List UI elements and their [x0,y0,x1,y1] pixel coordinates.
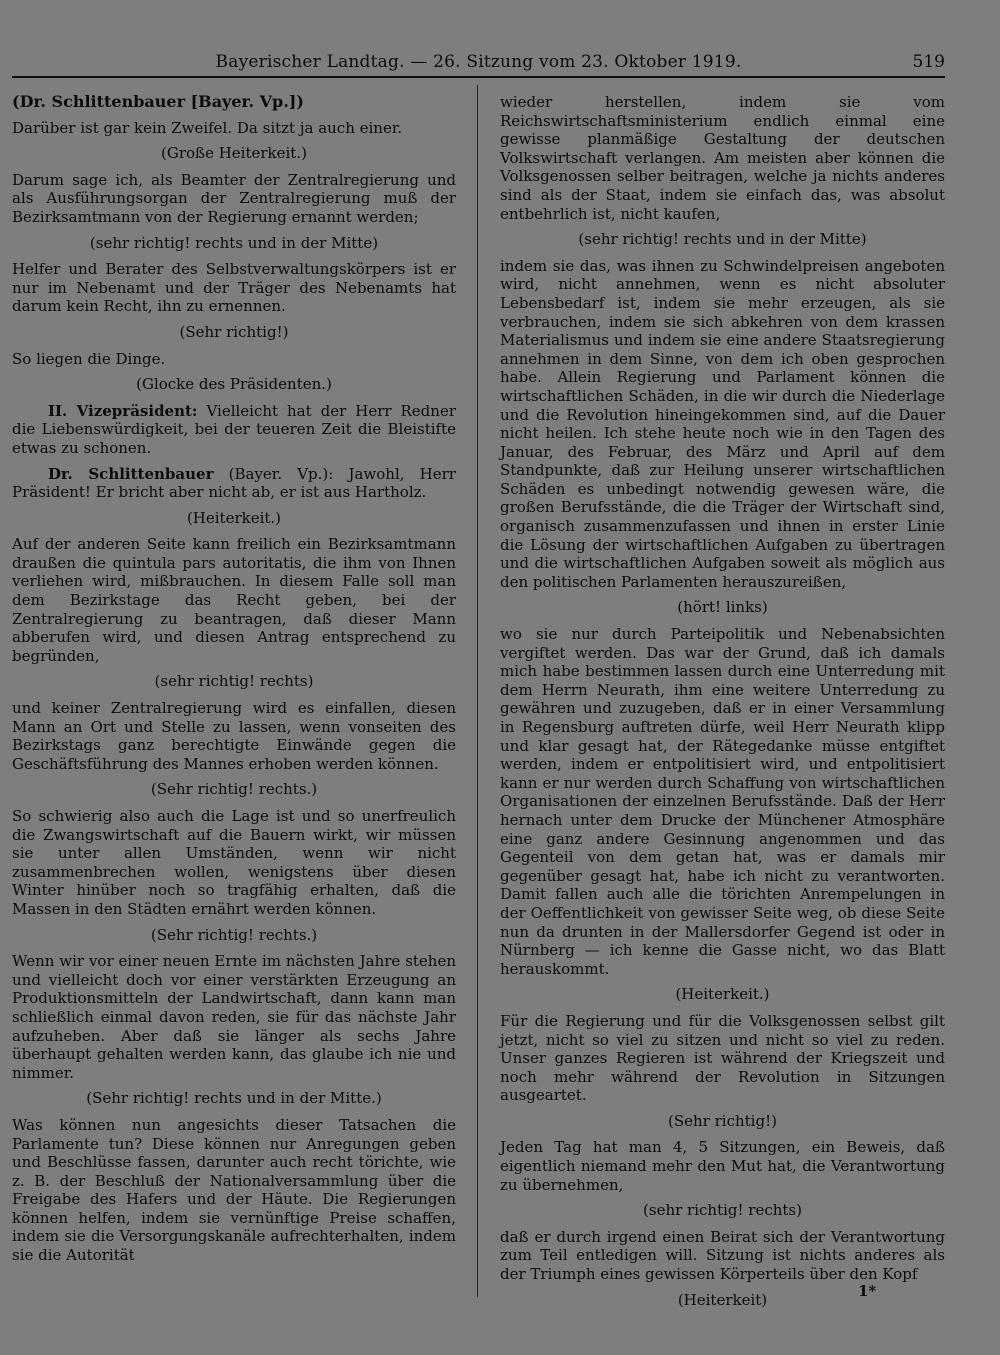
paragraph: So liegen die Dinge. [12,349,166,368]
paragraph: wieder herstellen, indem sie vom Reichswirtschaftsministerium endlich einmal eine gewisse planmäßige Gestaltung der deutschen Volkswirtschaft verlangen. Am meisten aber können die Volksgenossen selber beitragen, welche ja nichts anderes sind als der Staat, indem sie einfach das, was absolut entbehrlich ist, nicht kaufen, [500,93,945,223]
paragraph: indem sie das, was ihnen zu Schwindelpreisen angeboten wird, nicht annehmen, wenn es nicht absoluter Lebensbedarf ist, indem sie mehr erzeugen, als sie verbrauchen, indem sie sich abkehren von dem krassen Materialismus und indem sie eine andere Staatsregierung annehmen in dem Sinne, von dem ich oben gesprochen habe. Allein Regierung und Parlament können die wirtschaftlichen Schäden, in die wir durch die Niederlage und die Revolution hineingekommen sind, auf die Dauer nicht heilen. Ich stehe heute noch wie in den Tagen des Januar, des Februar, des März und April auf dem Standpunkte, daß zur Heilung unserer wirtschaftlichen Schäden es unbedingt notwendig gewesen wäre, die großen Berufsstände, die die Träger der Wirtschaft sind, organisch zusammenzufassen und ihnen in erster Linie die Lösung der wirtschaftlichen Aufgaben zu übertragen und die wirtschaftlichen Aufgaben soweit als möglich aus den politischen Parlamenten herauszureißen, [500,256,945,591]
interjection: (sehr richtig! rechts) [154,672,314,691]
paragraph: Wenn wir vor einer neuen Ernte im nächsten Jahre stehen und vielleicht doch vor einer verstärkten Erzeugung an Produktionsmitteln der Landwirtschaft, dann kann man schließlich einmal davon reden, sie für das nächste Jahr aufzuheben. Aber daß sie länger als sechs Jahre überhaupt gehalten werden kann, das glaube ich nie und nimmer. [12,952,456,1082]
page-number: 519 [912,52,945,72]
interjection: (Heiterkeit.) [186,508,282,527]
left-column [12,93,456,1272]
interjection: (Sehr richtig!) [668,1111,777,1130]
speaker-paragraph [12,465,456,502]
paragraph: Für die Regierung und für die Volksgenossen selbst gilt jetzt, nicht so viel zu sitzen und nicht so viel zu reden. Unser ganzes Regieren ist während der Kriegszeit und noch mehr während der Revolution in Sitzungen ausgeartet. [500,1011,945,1105]
interjection: (Glocke des Präsidenten.) [136,375,332,394]
running-title: Bayerischer Landtag. — 26. Sitzung vom 23. Oktober 1919. [215,52,742,72]
paragraph: Darum sage ich, als Beamter der Zentralregierung und als Ausführungsorgan der Zentralregierung muß der Bezirksamtmann von der Regierung ernannt werden; [12,170,456,226]
speaker-continuation: (Dr. Schlittenbauer [Bayer. Vp.]) [12,92,304,111]
paragraph: wo sie nur durch Parteipolitik und Nebenabsichten vergiftet werden. Das war der Grund, daß ich damals mich habe bestimmen lassen durch eine Unterredung mit dem Herrn Neurath, ihm eine weitere Unterredung zu gewähren und zuzugeben, daß er in einer Versammlung in Regensburg auftreten dürfe, weil Herr Neurath klipp und klar gesagt hat, der Rätegedanke müsse entgiftet werden, indem er entpolitisiert wird, und entpolitisiert kann er nur werden durch Schaffung von wirtschaftlichen Organisationen der einzelnen Berufsstände. Daß der Herr hernach unter dem Drucke der Münchener Atmosphäre eine ganz andere Gesinnung angenommen und das Gegenteil von dem getan hat, was er damals mir gegenüber gesagt hat, habe ich nicht zu verantworten. Damit fallen auch alle die törichten Anrempelungen in der Oeffentlichkeit von gewisser Seite weg, ob diese Seite nun da drunten in der Mallersdorfer Gegend ist oder in Nürnberg — ich kenne die Gasse nicht, wo das Blatt herauskommt. [500,625,945,978]
column-divider [477,85,478,1297]
interjection: (sehr richtig! rechts und in der Mitte) [89,233,379,252]
paragraph: daß er durch irgend einen Beirat sich der Verantwortung zum Teil entledigen will. Sitzung ist nichts anderes als der Triumph eines gewissen Körperteils über den Kopf [500,1227,945,1284]
speaker-name: Dr. Schlittenbauer [48,464,214,483]
signature-mark: 1* [858,1282,877,1300]
paragraph: Helfer und Berater des Selbstverwaltungskörpers ist er nur im Nebenamt und der Träger des Nebenamts hat darum kein Recht, ihn zu ernennen. [12,260,456,316]
interjection: (hört! links) [677,598,768,617]
paragraph: Jeden Tag hat man 4, 5 Sitzungen, ein Beweis, daß eigentlich niemand mehr den Mut hat, die Verantwortung zu übernehmen, [500,1138,945,1194]
page-header [12,52,945,78]
interjection: (Heiterkeit) [677,1290,768,1309]
speaker-paragraph [12,402,456,458]
interjection: (Sehr richtig! rechts und in der Mitte.) [86,1089,382,1108]
paragraph: und keiner Zentralregierung wird es einfallen, diesen Mann an Ort und Stelle zu lassen, wenn vonseiten des Bezirkstags ganz berechtigte Einwände gegen die Geschäftsführung des Mannes erhoben werden können. [12,699,456,773]
paragraph: Was können nun angesichts dieser Tatsachen die Parlamente tun? Diese können nur Anregungen geben und Beschlüsse fassen, darunter auch recht törichte, wie z. B. der Beschluß der Nationalversammlung über die Freigabe des Hafers und der Häute. Die Regierungen können helfen, indem sie vernünftige Preise schaffen, indem sie die Versorgungskanäle aufrechterhalten, indem sie die Autorität [12,1115,456,1265]
right-column [500,93,945,1317]
interjection: (Sehr richtig!) [179,322,289,341]
interjection: (Heiterkeit.) [675,985,770,1004]
speech-text: Vielleicht hat der Herr Redner die Liebenswürdigkeit, bei der teueren Zeit die Bleistifte etwas zu schonen. [12,401,456,457]
paragraph: So schwierig also auch die Lage ist und so unerfreulich die Zwangswirtschaft auf die Bauern wirkt, wir müssen sie unter allen Umständen, wenn wir nicht zusammenbrechen wollen, wenigstens über diesen Winter hinüber noch so tragfähig erhalten, daß die Massen in den Städten ernährt werden können. [12,807,456,918]
speaker-name: II. Vizepräsident: [48,401,198,420]
interjection: (sehr richtig! rechts und in der Mitte) [578,230,867,249]
interjection: (Sehr richtig! rechts.) [150,925,318,944]
paragraph: Auf der anderen Seite kann freilich ein Bezirksamtmann draußen die quintula pars autoritatis, die ihm von Ihnen verliehen wird, mißbrauchen. In diesem Falle soll man dem Bezirkstage das Recht geben, bei der Zentralregierung zu beantragen, daß dieser Mann abberufen wird, und diesen Antrag entsprechend zu begründen, [12,535,456,665]
interjection: (sehr richtig! rechts) [643,1201,802,1220]
interjection: (Sehr richtig! rechts.) [150,780,318,799]
paragraph: Darüber ist gar kein Zweifel. Da sitzt ja auch einer. [12,118,403,137]
interjection: (Große Heiterkeit.) [161,144,307,163]
speech-text: (Bayer. Vp.): Jawohl, Herr Präsident! Er bricht aber nicht ab, er ist aus Hartholz. [12,464,456,502]
